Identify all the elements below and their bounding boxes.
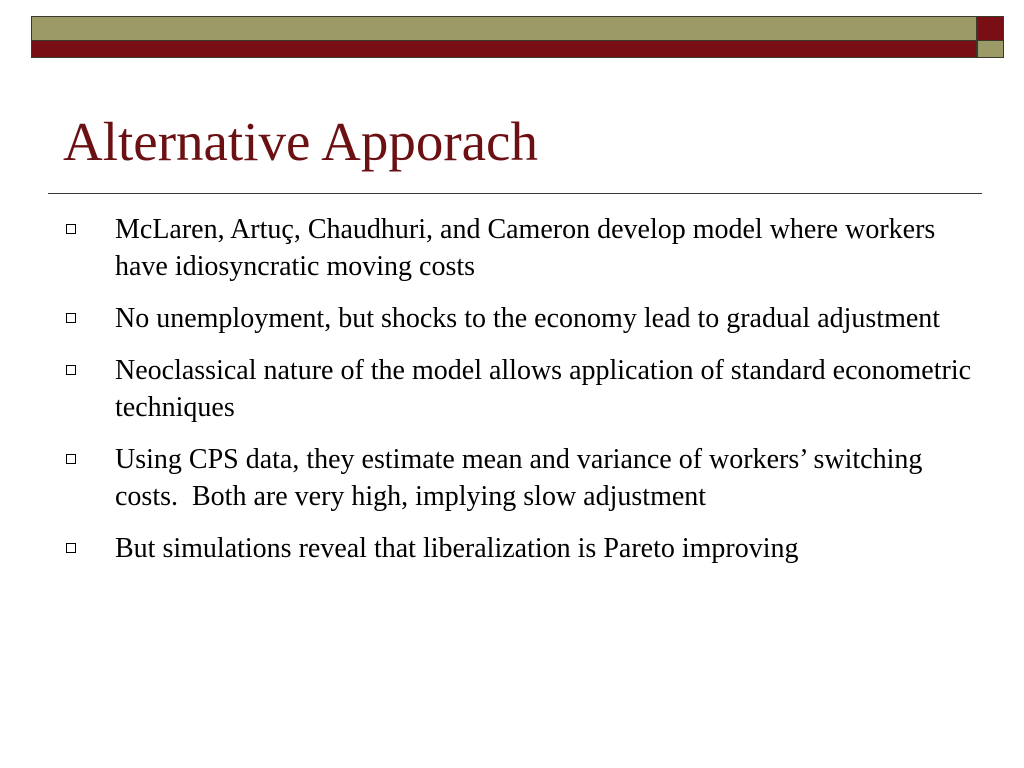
header-band-maroon (31, 41, 977, 58)
header-corner-maroon (977, 16, 1004, 41)
hollow-square-icon (66, 543, 76, 553)
title-divider (48, 193, 982, 194)
bullet-item (64, 441, 974, 515)
bullet-text: McLaren, Artuç, Chaudhuri, and Cameron develop model where workers have idiosyncratic moving costs (115, 214, 943, 282)
bullet-text: No unemployment, but shocks to the economy lead to gradual adjustment (115, 303, 941, 334)
header-corner-olive (977, 41, 1004, 58)
header-band-olive (31, 16, 977, 41)
hollow-square-icon (66, 454, 76, 464)
bullet-item (64, 530, 974, 567)
bullet-item (64, 352, 979, 426)
hollow-square-icon (66, 365, 76, 375)
bullet-list (64, 211, 979, 582)
bullet-item (64, 300, 974, 337)
hollow-square-icon (66, 224, 76, 234)
slide-title: Alternative Apporach (63, 111, 538, 172)
hollow-square-icon (66, 313, 76, 323)
bullet-text: Neoclassical nature of the model allows application of standard econometric techniques (115, 355, 979, 423)
bullet-item (64, 211, 974, 285)
bullet-text: But simulations reveal that liberalization is Pareto improving (115, 533, 799, 564)
bullet-text: Using CPS data, they estimate mean and variance of workers’ switching costs. Both are very high, implying slow adjustment (115, 444, 930, 512)
